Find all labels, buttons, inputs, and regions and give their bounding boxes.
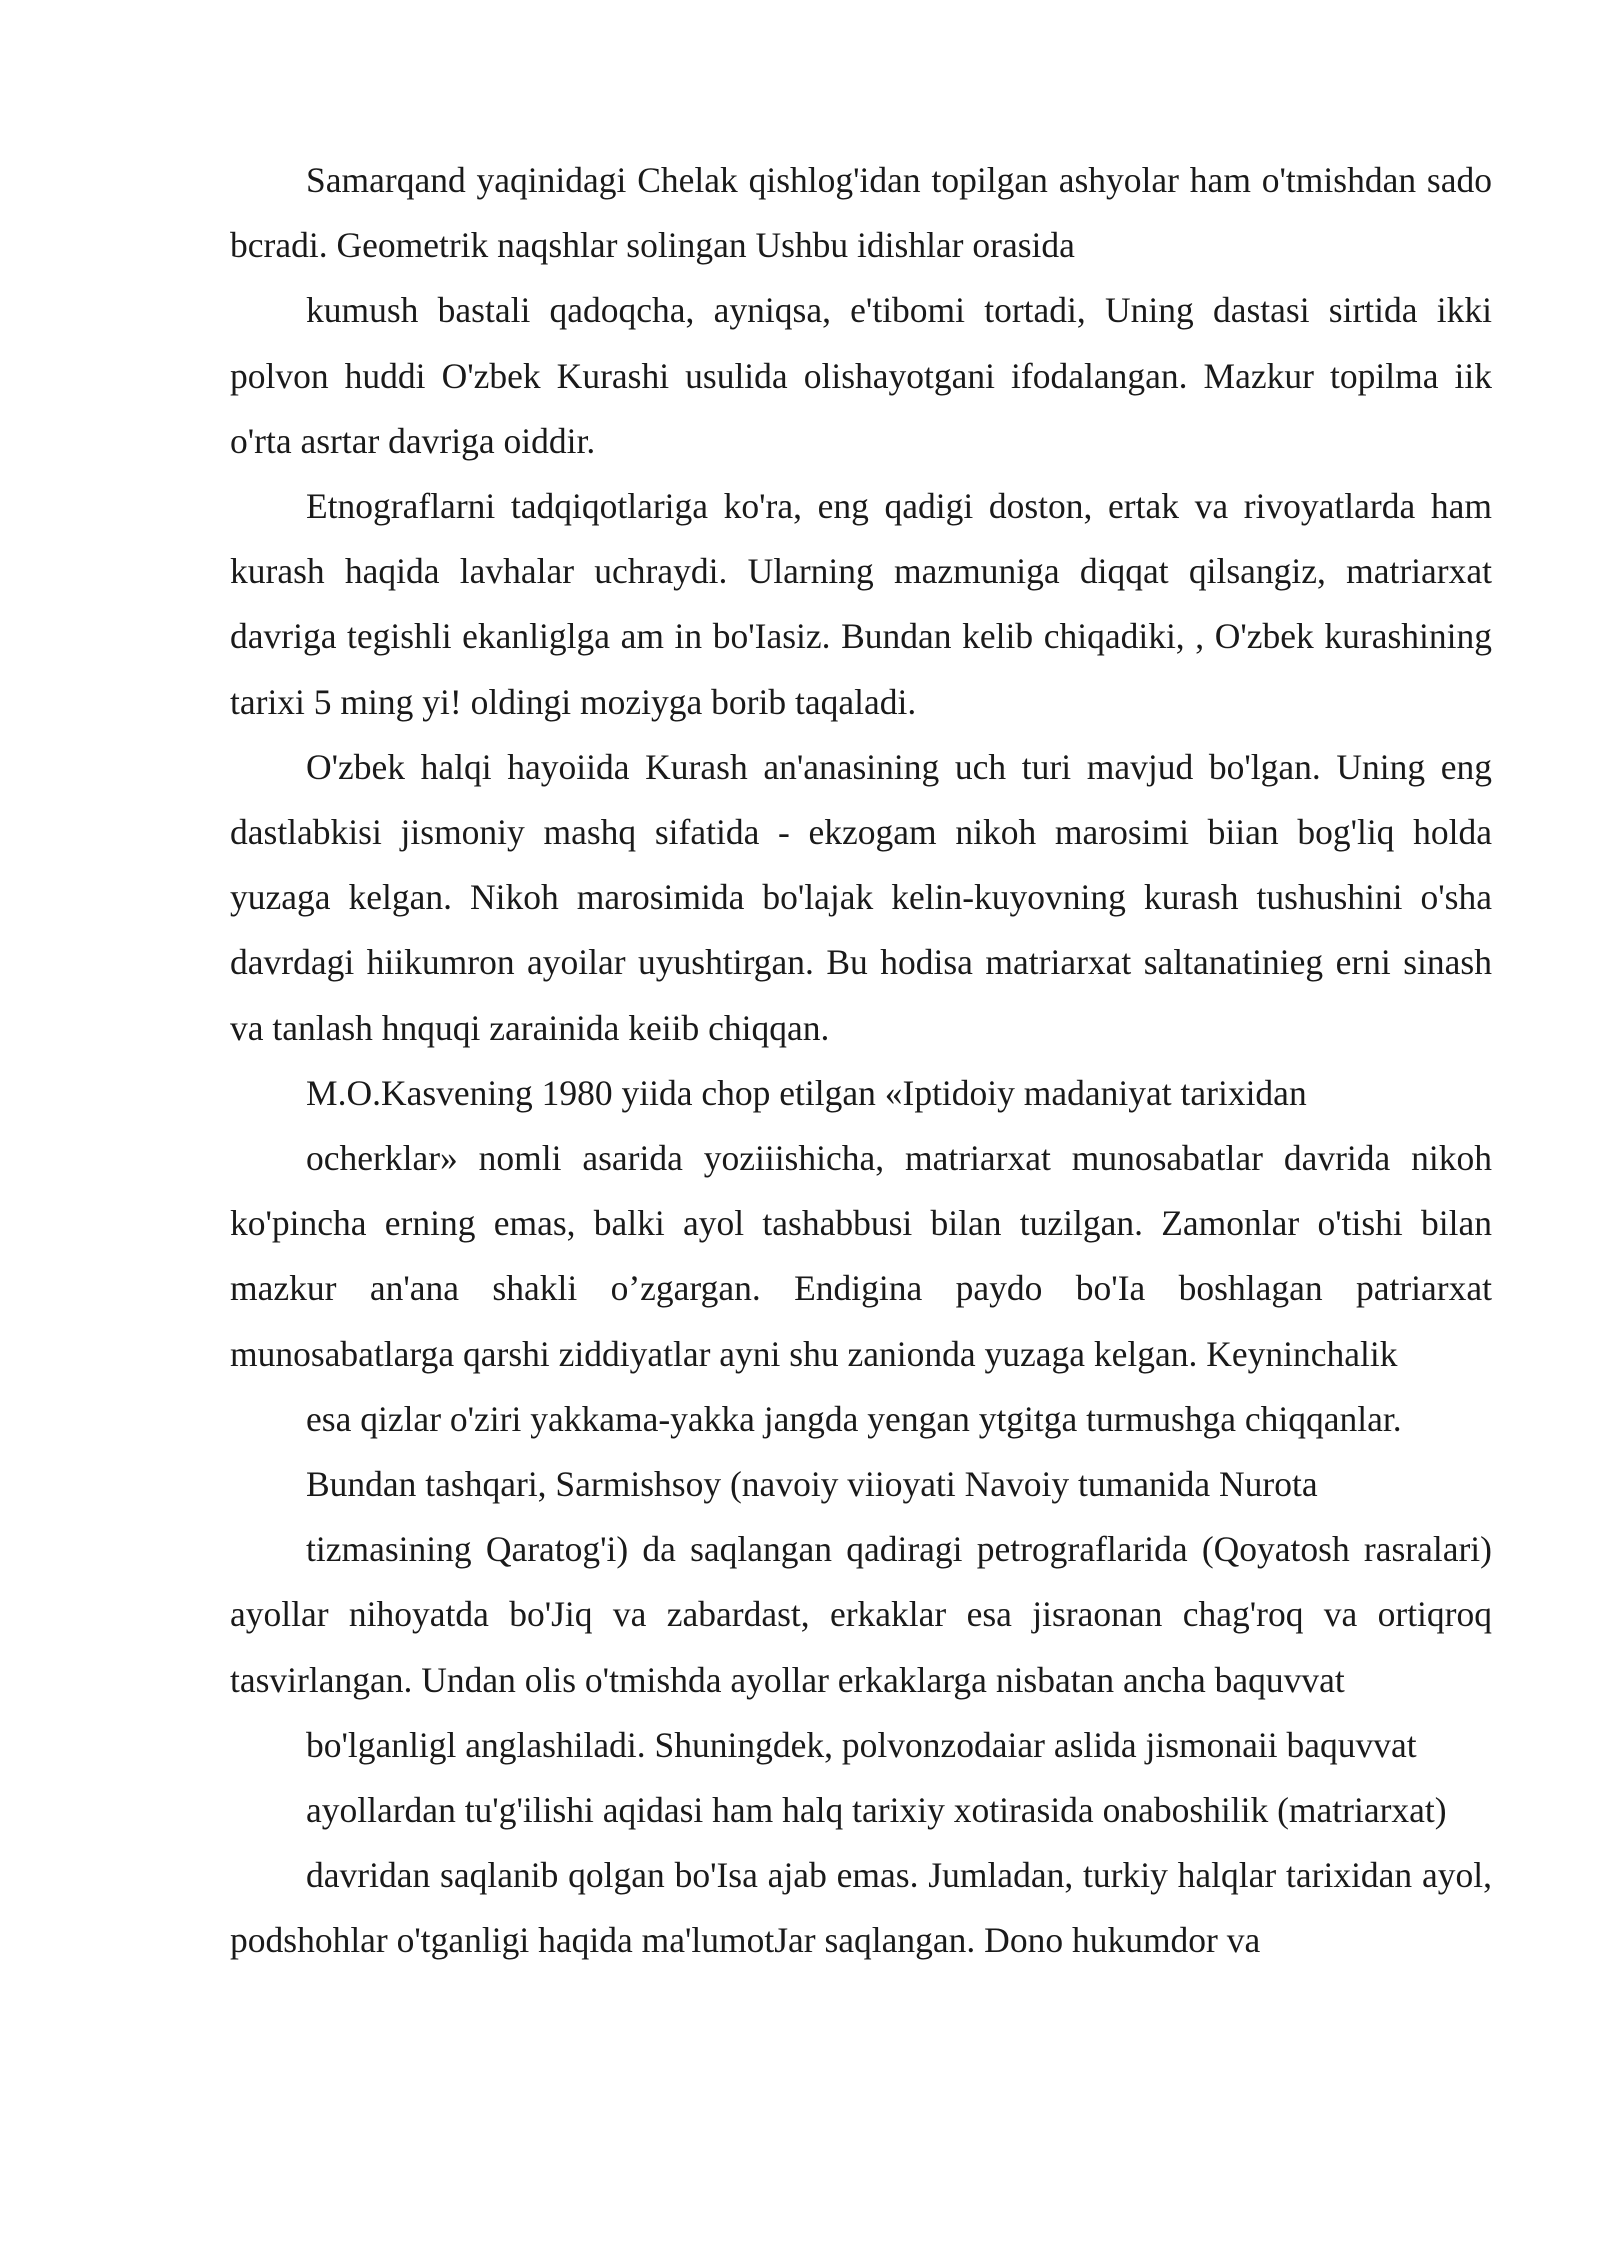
paragraph-ocherklar: ocherklar» nomli asarida yoziiishicha, matriarxat munosabatlar davrida nikoh ko'pincha erning emas, balki ayol tashabbusi bilan tuzilgan. Zamonlar o'tishi bilan mazkur an'ana shakli o’zgargan. Endigina paydo bo'Ia boshlagan patriarxat munosabatlarga qarshi ziddiyatlar ayni shu zanionda yuzaga kelgan. Keyninchalik — [230, 1138, 1492, 1374]
paragraph-matriarchy-memory: ayollardan tu'g'ilishi aqidasi ham halq tarixiy xotirasida onaboshilik (matriarxat) — [306, 1790, 1447, 1831]
paragraph-chelak-finds: Samarqand yaqinidagi Chelak qishlog'idan topilgan ashyolar ham o'tmishdan sado bcradi. Geometrik naqshlar solingan Ushbu idishlar orasida — [230, 160, 1492, 266]
document-page — [230, 148, 1492, 1974]
paragraph-ethnographers: Etnograflarni tadqiqotlariga ko'ra, eng qadigi doston, ertak va rivoyatlarda ham kurash haqida lavhalar uchraydi. Ularning mazmuniga diqqat qilsangiz, matriarxat davriga tegishli ekanliglga am in bo'Iasiz. Bundan kelib chiqadiki, , O'zbek kurashining tarixi 5 ming yi! oldingi moziyga borib taqaladi. — [230, 486, 1492, 722]
paragraph-sarmishsoy-intro: Bundan tashqari, Sarmishsoy (navoiy viioyati Navoiy tumanida Nurota — [306, 1464, 1318, 1505]
paragraph-women-rulers: davridan saqlanib qolgan bo'Isa ajab emas. Jumladan, turkiy halqlar tarixidan ayol, podshohlar o'tganligi haqida ma'lumotJar saqlangan. Dono hukumdor va — [230, 1855, 1492, 1961]
paragraph-petroglyphs: tizmasining Qaratog'i) da saqlangan qadiragi petrograflarida (Qoyatosh rasralari) ayollar nihoyatda bo'Jiq va zabardast, erkaklar esa jisraonan chag'roq va ortiqroq tasvirlangan. Undan olis o'tmishda ayollar erkaklarga nisbatan ancha baquvvat — [230, 1529, 1492, 1700]
paragraph-silver-handle: kumush bastali qadoqcha, ayniqsa, e'tibomi tortadi, Uning dastasi sirtida ikki polvon huddi O'zbek Kurashi usulida olishayotgani ifodalangan. Mazkur topilma iik o'rta asrtar davriga oiddir. — [230, 290, 1492, 461]
paragraph-strong-women: bo'lganligl anglashiladi. Shuningdek, polvonzodaiar aslida jismonaii baquvvat — [306, 1724, 1417, 1765]
paragraph-three-types: O'zbek halqi hayoiida Kurash an'anasining uch turi mavjud bo'lgan. Uning eng dastlabkisi jismoniy mashq sifatida - ekzogam nikoh marosimi biian bog'liq holda yuzaga kelgan. Nikoh marosimida bo'lajak kelin-kuyovning kurash tushushini o'sha davrdagi hiikumron ayoilar uyushtirgan. Bu hodisa matriarxat saltanatinieg erni sinash va tanlash hnquqi zarainida keiib chiqqan. — [230, 746, 1492, 1048]
paragraph-girls-marriage: esa qizlar o'ziri yakkama-yakka jangda yengan ytgitga turmushga chiqqanlar. — [306, 1398, 1402, 1439]
paragraph-kasven-intro: M.O.Kasvening 1980 yiida chop etilgan «Iptidoiy madaniyat tarixidan — [306, 1072, 1307, 1113]
